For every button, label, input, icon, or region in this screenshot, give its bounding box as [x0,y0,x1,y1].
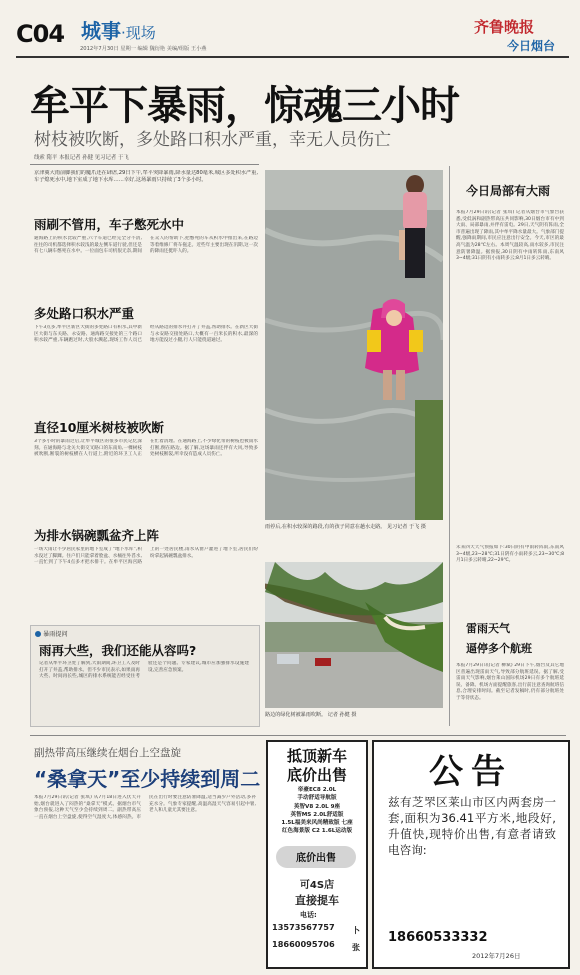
lead-byline: 线索 隋平 本报记者 孙健 见习记者 于飞 [34,155,129,161]
car-ad-footer-1: 可4S店 [299,880,335,891]
typhoon-headline: “桑拿天”至少持续到周二 [34,767,261,791]
qa-box [30,625,260,727]
car-ad-models: 帝豪EC8 2.0L 手动舒适导航版 英智V8 2.0L 9座 英智MS 2.0L舒适版 1.5L福美来风尚精致版 七座 红色海景版 C2 1.6L运动版 [281,787,353,835]
qa-tag [35,629,68,638]
page-number: C04 [16,20,65,48]
car-ad-phone-1: 13573567757 [272,922,335,932]
typhoon-text: 本报7月29日讯(记者 张琪) 从7月18日进入伏天开始,烟台就进入了闷热的“桑拿天”模式。据烟台市气象台预报,这种天气至少会持续到周二。副热带高压一直在烟台上空盘旋,使得空气湿度大,体感闷热。市民在出行时要注意防暑降温,适当减少户外活动,多补充水分。气象专家提醒,高温高湿天气容易引起中暑,老人和儿童尤其要注意。 [34,795,256,820]
car-ad-footer-2: 直接提车 [295,894,339,907]
section-heading-2: 多处路口积水严重 [34,306,135,321]
issue-meta: 2012年7月30日 星期一 编辑 魏衍艳 美编/组版 王小燕 [80,46,207,52]
section-heading-4: 为排水锅碗瓢盆齐上阵 [34,528,160,543]
qa-title: 雨再大些，我们还能从容吗? [39,643,197,658]
thunder-title-line2: 逼停多个航班 [466,642,532,655]
flood-photo [265,170,443,520]
car-ad-phone-label: 电话: [300,911,317,919]
header-rule [30,164,259,165]
section-text-4: 一场大雨让不少居民家里的地下室成了“地下水库”,积水没过了脚踝。住户们只能拿着脸盆、水桶往外舀水,一直忙到了下午4点多才把水排干。在牟平区海宫路上的一处居民楼,雨水从窗户灌进了地下室,居民们纷纷拿起锅碗瓢盆排水。 [34,547,258,566]
flood-photo-caption: 雨停后,在积水较深的路段,有的孩子同意在趟水走路。 见习记者 于飞 摄 [265,524,426,530]
car-ad [266,740,368,969]
qa-tag-icon [35,631,41,637]
notice-date: 2012年7月26日 [472,952,521,960]
thunder-title-line1: 雷雨天气 [466,622,510,635]
notice-title: 公告 [429,752,513,792]
car-ad-badge [276,846,356,868]
section-title [81,15,156,44]
lead-subhead: 树枝被吹断，多处路口积水严重，幸无人员伤亡 [34,130,391,150]
lead-headline: 牟平下暴雨，惊魂三小时 [30,83,459,129]
flood-photo-image [265,170,443,520]
section-heading-1: 雨刷不管用，车子憋死水中 [34,217,185,232]
forecast-list: 未来四天天气预报如下:30日阴有中雨转阵雨,东南风3~4级,23~28℃;31日阴有小雨转多云,23~30℃;8月1日多云转晴,22~29℃。 [456,545,564,564]
right-column-rule [449,166,450,726]
newspaper-logo: 齐鲁晚报 [474,18,535,36]
car-ad-badge-label: 底价出售 [296,853,336,864]
section-text-1: 通海路上的积水比较严重,六个车道已经完全分不清,往往的司机都选择积水较浅的最左侧车道行驶,但还是有七八辆车憋死在水中。一位面包车司机很无奈,期间在众人的帮助下,把憋死的车从积水中推出来,在路边等着维修厂将车拖走。近些年主要出现在汛期,这一次的降雨还挺吓人的。 [34,236,258,255]
tree-photo [265,562,443,708]
section-heading-3: 直径10厘米树枝被吹断 [34,420,164,435]
section-text-2: 下午3点多,牟平区新区大街的多处路口有积水,其中新区大街与东关路、永安路、通海路交接处的三个路口积水较严重,车辆跑过时,大股水溅起,现场工作人员已经从路边的排水井打开了井盖,帮助排水。在新区大街与永安路交接处路口,大概有一百米长的积水,最深的地方能没过小腿,行人只能绕道通过。 [34,325,258,344]
masthead [0,0,580,60]
thunder-text: 本报7月29日讯(记者 柳斌) 29日下午,烟台及其它地区普遍出现雷雨天气,导致部分航班延误。据了解,受雷雨天气影响,烟台莱山国际机场29日有多个航班延误、备降。机场方面提醒旅客,出行前注意查询航班信息,合理安排时间。截至记者发稿时,仍有部分航班处于等待状态。 [456,663,564,701]
tree-photo-caption: 路边的绿化树被暴雨吹断。 记者 孙健 摄 [265,712,357,718]
notice-body: 兹有芝罘区莱山市区内两套房一套,面积为36.41平方米,地段好,升值快,现特价出售,有意者请致电咨询: [388,795,556,857]
car-ad-contact: 卜张 [352,926,360,952]
masthead-rule [16,56,569,58]
tree-photo-image [265,562,443,708]
qa-tag-label: 暴雨提问 [43,631,68,638]
car-ad-title-2: 底价出售 [286,766,347,784]
car-ad-title-1: 抵顶新车 [286,747,347,765]
notice-phone: 18660533332 [388,930,488,945]
car-ad-phone-2: 18660095706 [272,939,335,949]
section-subname: ·现场 [121,24,156,42]
qa-text: 记者从牟平环卫处了解到,大雨期间,环卫工人及时打开了井盖,帮助排水。但不少市民表示,如果雨再大些、时间再长些,城区的排水系统能否经受住考验还是个问题。专家建议,城市应加强排水设施建设,完善应急预案。 [39,661,249,680]
forecast-text: 本报7月29日讯(记者 张琪) 记者从烟台市气象台获悉,受低涡和副热带高压共同影响,30日烟台市有中到大雨、局部暴雨,并伴有雷电。29日,天气阴有阵雨,全市普遍出现了降雨,其中牟平降水量最大。气象部门提醒,强降雨期间,市民应注意出行安全。今天,市区的最高气温为28℃左右。本周气温较高,雨水较多,市民注意防暑降温。据预报,30日阴有中雨转阵雨,东南风3~4级;31日阴有小雨转多云;8月1日多云转晴。 [456,210,564,262]
edition-name: 今日烟台 [507,39,556,53]
section-name: 城事 [81,19,121,43]
forecast-title: 今日局部有大雨 [466,184,551,198]
bottom-rule [30,735,566,736]
lead-intro: 京津冀大雨前脚我们的魔爪还在肆虐,29日下午,牟平突降暴雨,降水量达80毫米,城区多处积水严重,车子熄死水中,地下室成了地下水库……幸好,这场暴雨只持续了3个多小时。 [34,170,258,184]
typhoon-kicker: 副热带高压继续在烟台上空盘旋 [34,747,181,759]
notice-ad [372,740,570,969]
section-text-3: 3个多小时的暴雨过后,让牟平城区的很多市民记忆深刻。在通海路与北关大街交叉路口的东南角,一棵树枝被吹断,断裂的树枝横在人行道上,附近的环卫工人正在忙着清理。在通海路上,不少绿化带的树枝也被雨水打断,倒在路边。据了解,这场暴雨还伴有大风,导致多处树枝断裂,所幸没有造成人员伤亡。 [34,439,258,458]
